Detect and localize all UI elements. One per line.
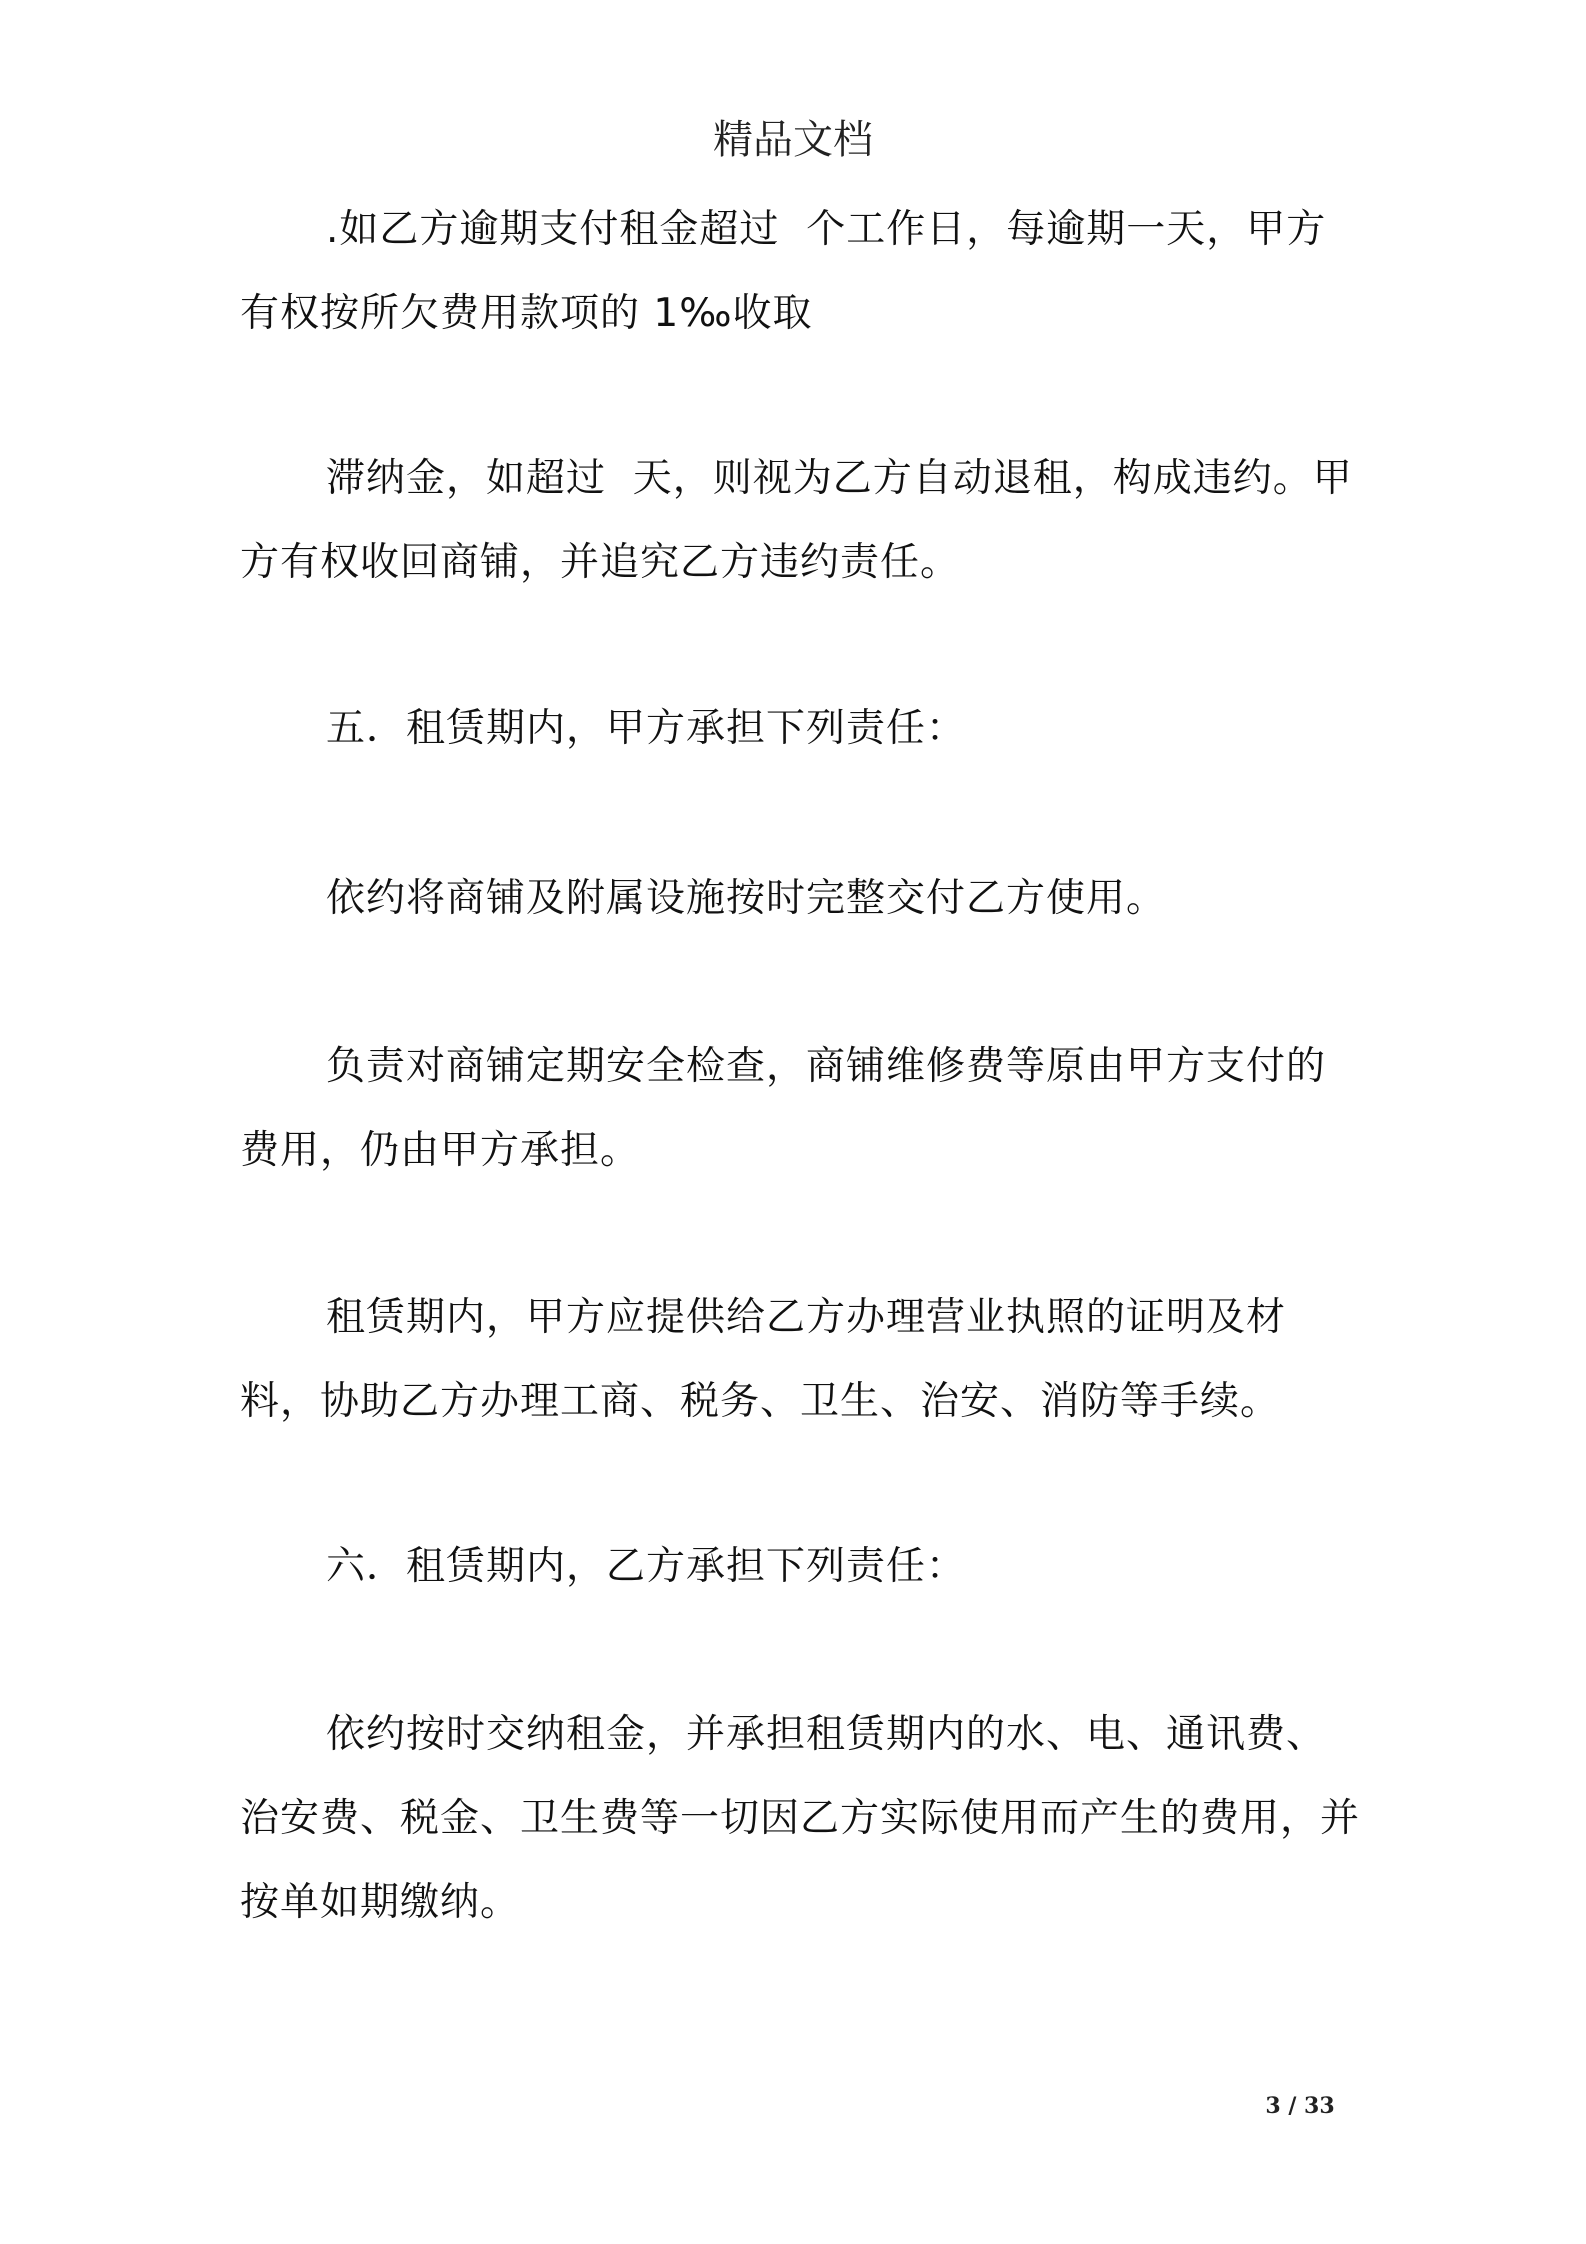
section-heading-party-a: 五．租赁期内，甲方承担下列责任： bbox=[326, 706, 967, 751]
page-header-title: 精品文档 bbox=[713, 117, 873, 163]
paragraph-late-payment: .如乙方逾期支付租金超过 个工作日，每逾期一天，甲方有权按所欠费用款项的 1‰收取 bbox=[240, 207, 1327, 336]
paragraph-safety-inspection: 负责对商铺定期安全检查，商铺维修费等原由甲方支付的费用，仍由甲方承担。 bbox=[240, 1044, 1327, 1173]
paragraph-pay-rent: 依约按时交纳租金，并承担租赁期内的水、电、通讯费、治安费、税金、卫生费等一切因乙方实际使用而产生的费用，并按单如期缴纳。 bbox=[240, 1712, 1361, 1925]
paragraph-deliver-shop: 依约将商铺及附属设施按时完整交付乙方使用。 bbox=[326, 876, 1167, 921]
section-heading-party-b: 六．租赁期内，乙方承担下列责任： bbox=[326, 1544, 967, 1589]
paragraph-business-license: 租赁期内，甲方应提供给乙方办理营业执照的证明及材料，协助乙方办理工商、税务、卫生、治安、消防等手续。 bbox=[240, 1295, 1287, 1424]
paragraph-late-fee: 滞纳金，如超过 天，则视为乙方自动退租，构成违约。甲方有权收回商铺，并追究乙方违约责任。 bbox=[240, 456, 1353, 585]
page-number: 3 / 33 bbox=[1265, 2093, 1335, 2119]
